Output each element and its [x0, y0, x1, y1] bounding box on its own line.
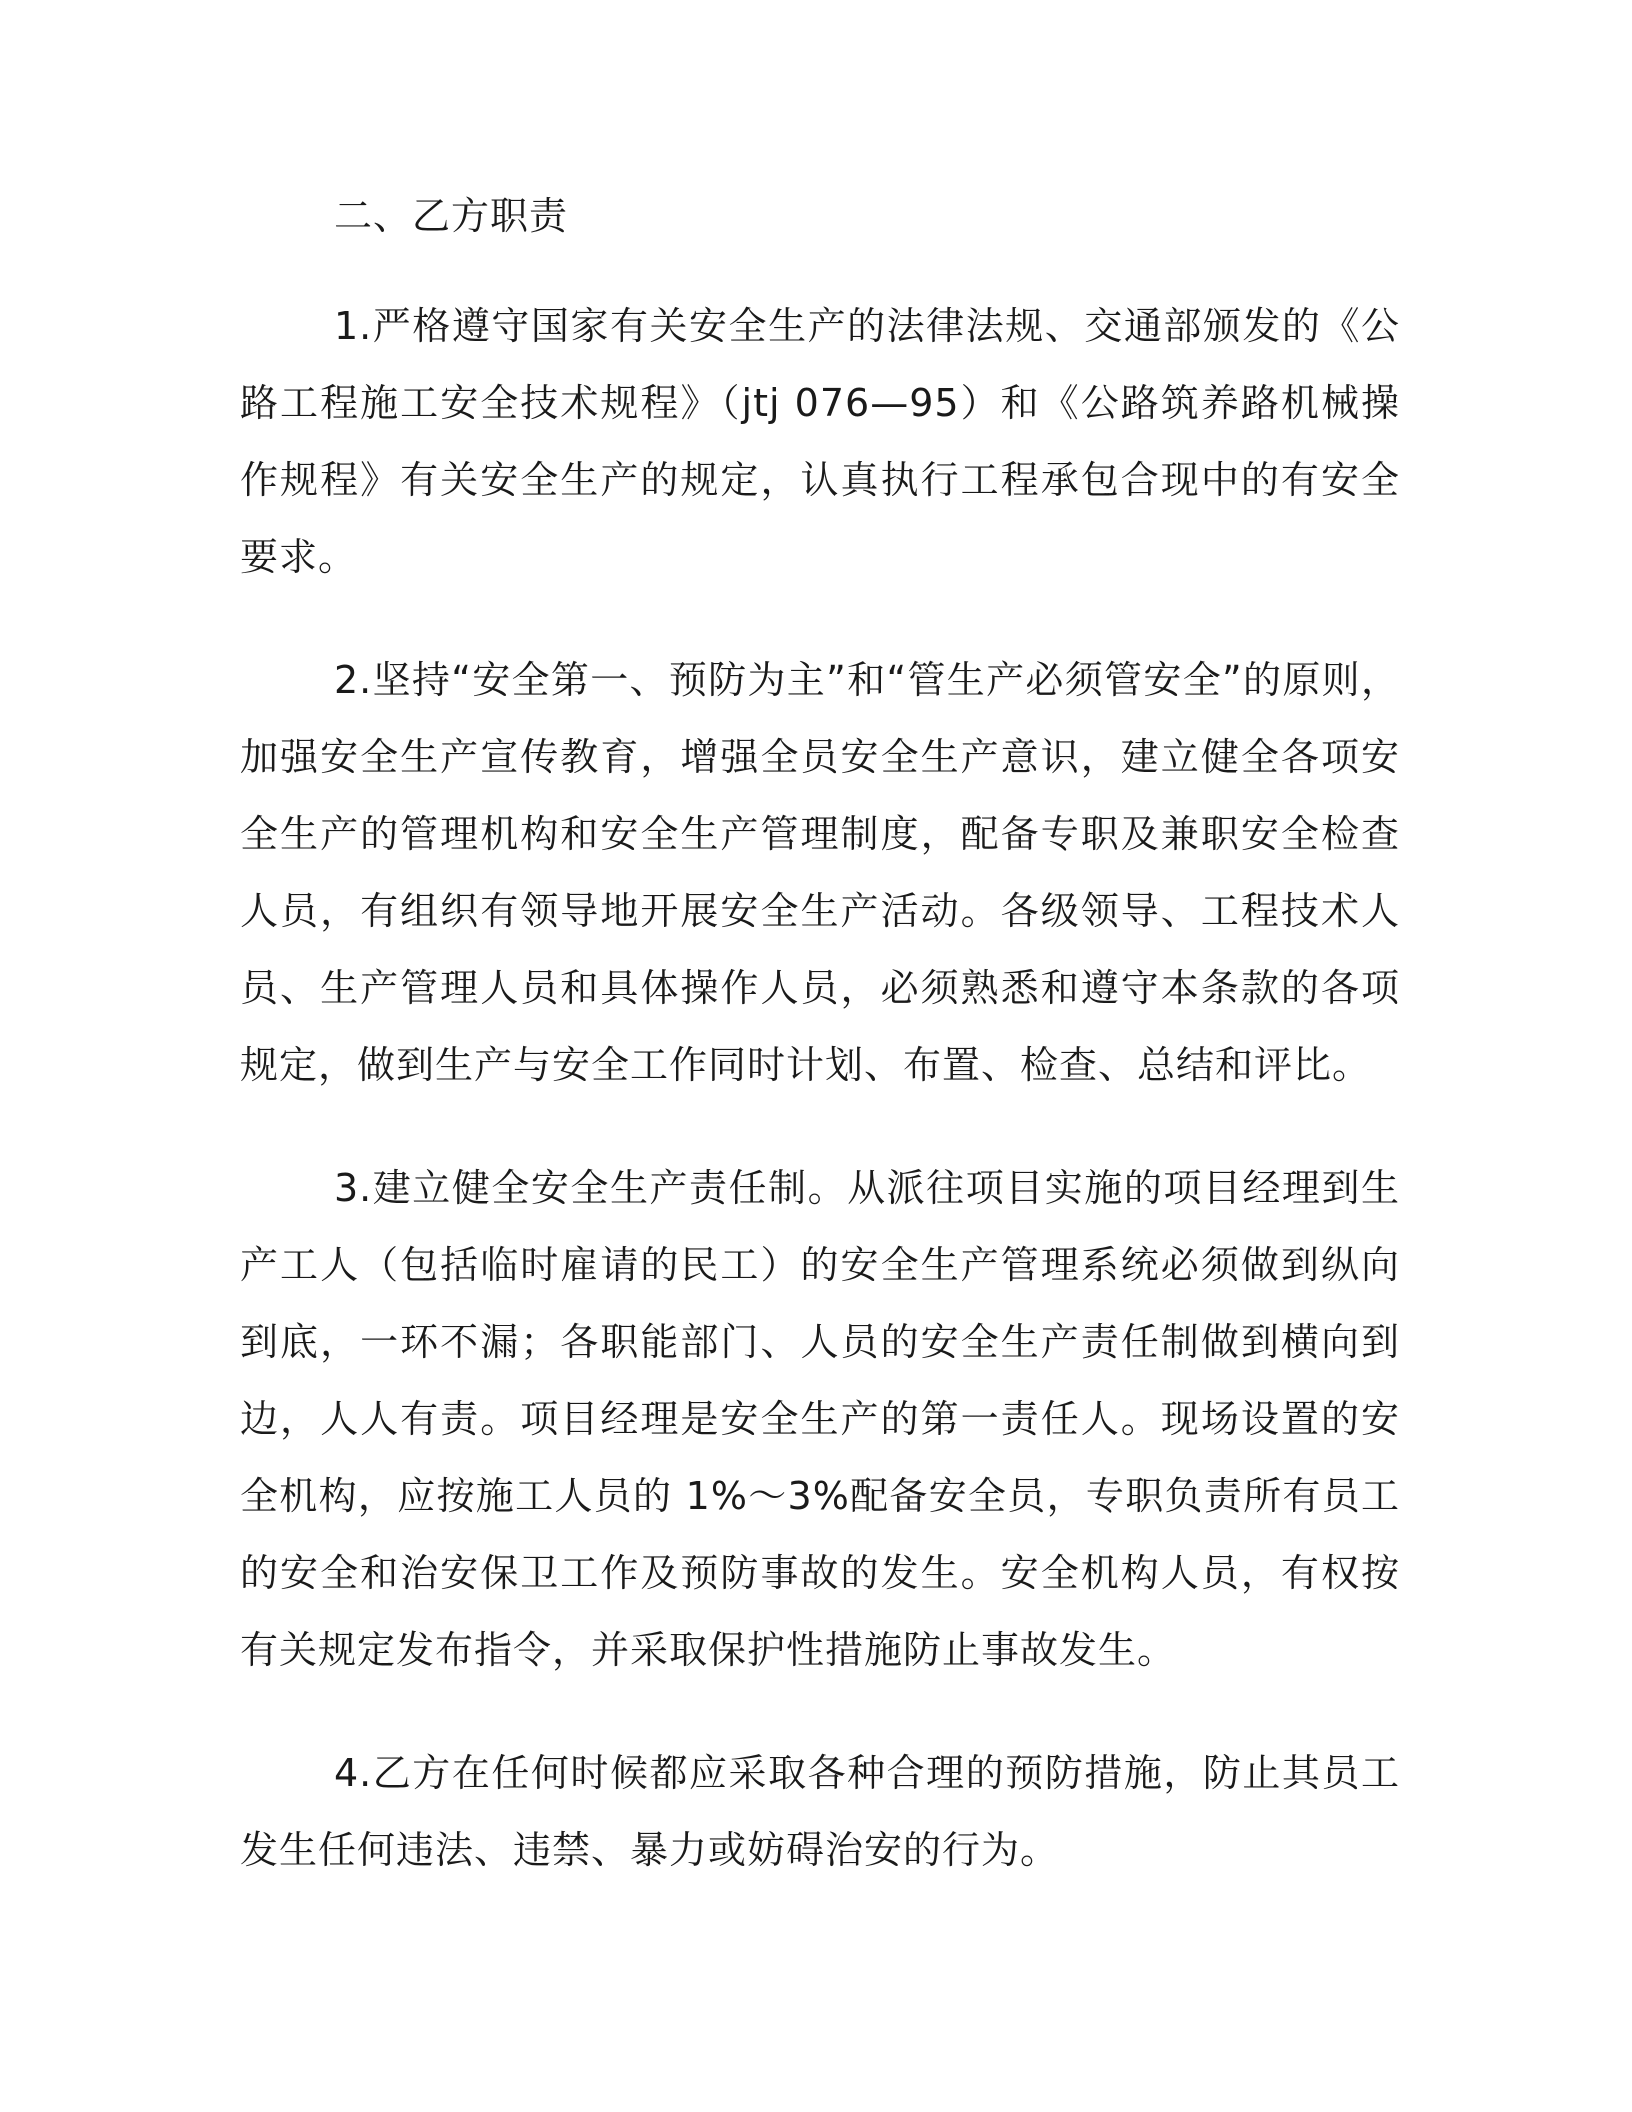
- document-body: [240, 190, 1400, 1889]
- paragraph-1: 1.严格遵守国家有关安全生产的法律法规、交通部颁发的《公路工程施工安全技术规程》（jtj 076—95）和《公路筑养路机械操作规程》有关安全生产的规定，认真执行工程承包合现中的有安全要求。: [240, 304, 1400, 579]
- paragraph-3: 3.建立健全安全生产责任制。从派往项目实施的项目经理到生产工人（包括临时雇请的民工）的安全生产管理系统必须做到纵向到底，一环不漏；各职能部门、人员的安全生产责任制做到横向到边，人人有责。项目经理是安全生产的第一责任人。现场设置的安全机构，应按施工人员的 1%～3%配备安全员，专职负责所有员工的安全和治安保卫工作及预防事故的发生。安全机构人员，有权按有关规定发布指令，并采取保护性措施防止事故发生。: [240, 1166, 1400, 1672]
- paragraph-4: 4.乙方在任何时候都应采取各种合理的预防措施，防止其员工发生任何违法、违禁、暴力或妨碍治安的行为。: [240, 1751, 1400, 1872]
- paragraph-2: 2.坚持“安全第一、预防为主”和“管生产必须管安全”的原则，加强安全生产宣传教育，增强全员安全生产意识，建立健全各项安全生产的管理机构和安全生产管理制度，配备专职及兼职安全检查人员，有组织有领导地开展安全生产活动。各级领导、工程技术人员、生产管理人员和具体操作人员，必须熟悉和遵守本条款的各项规定，做到生产与安全工作同时计划、布置、检查、总结和评比。: [240, 658, 1400, 1087]
- section-heading: 二、乙方职责: [334, 194, 569, 238]
